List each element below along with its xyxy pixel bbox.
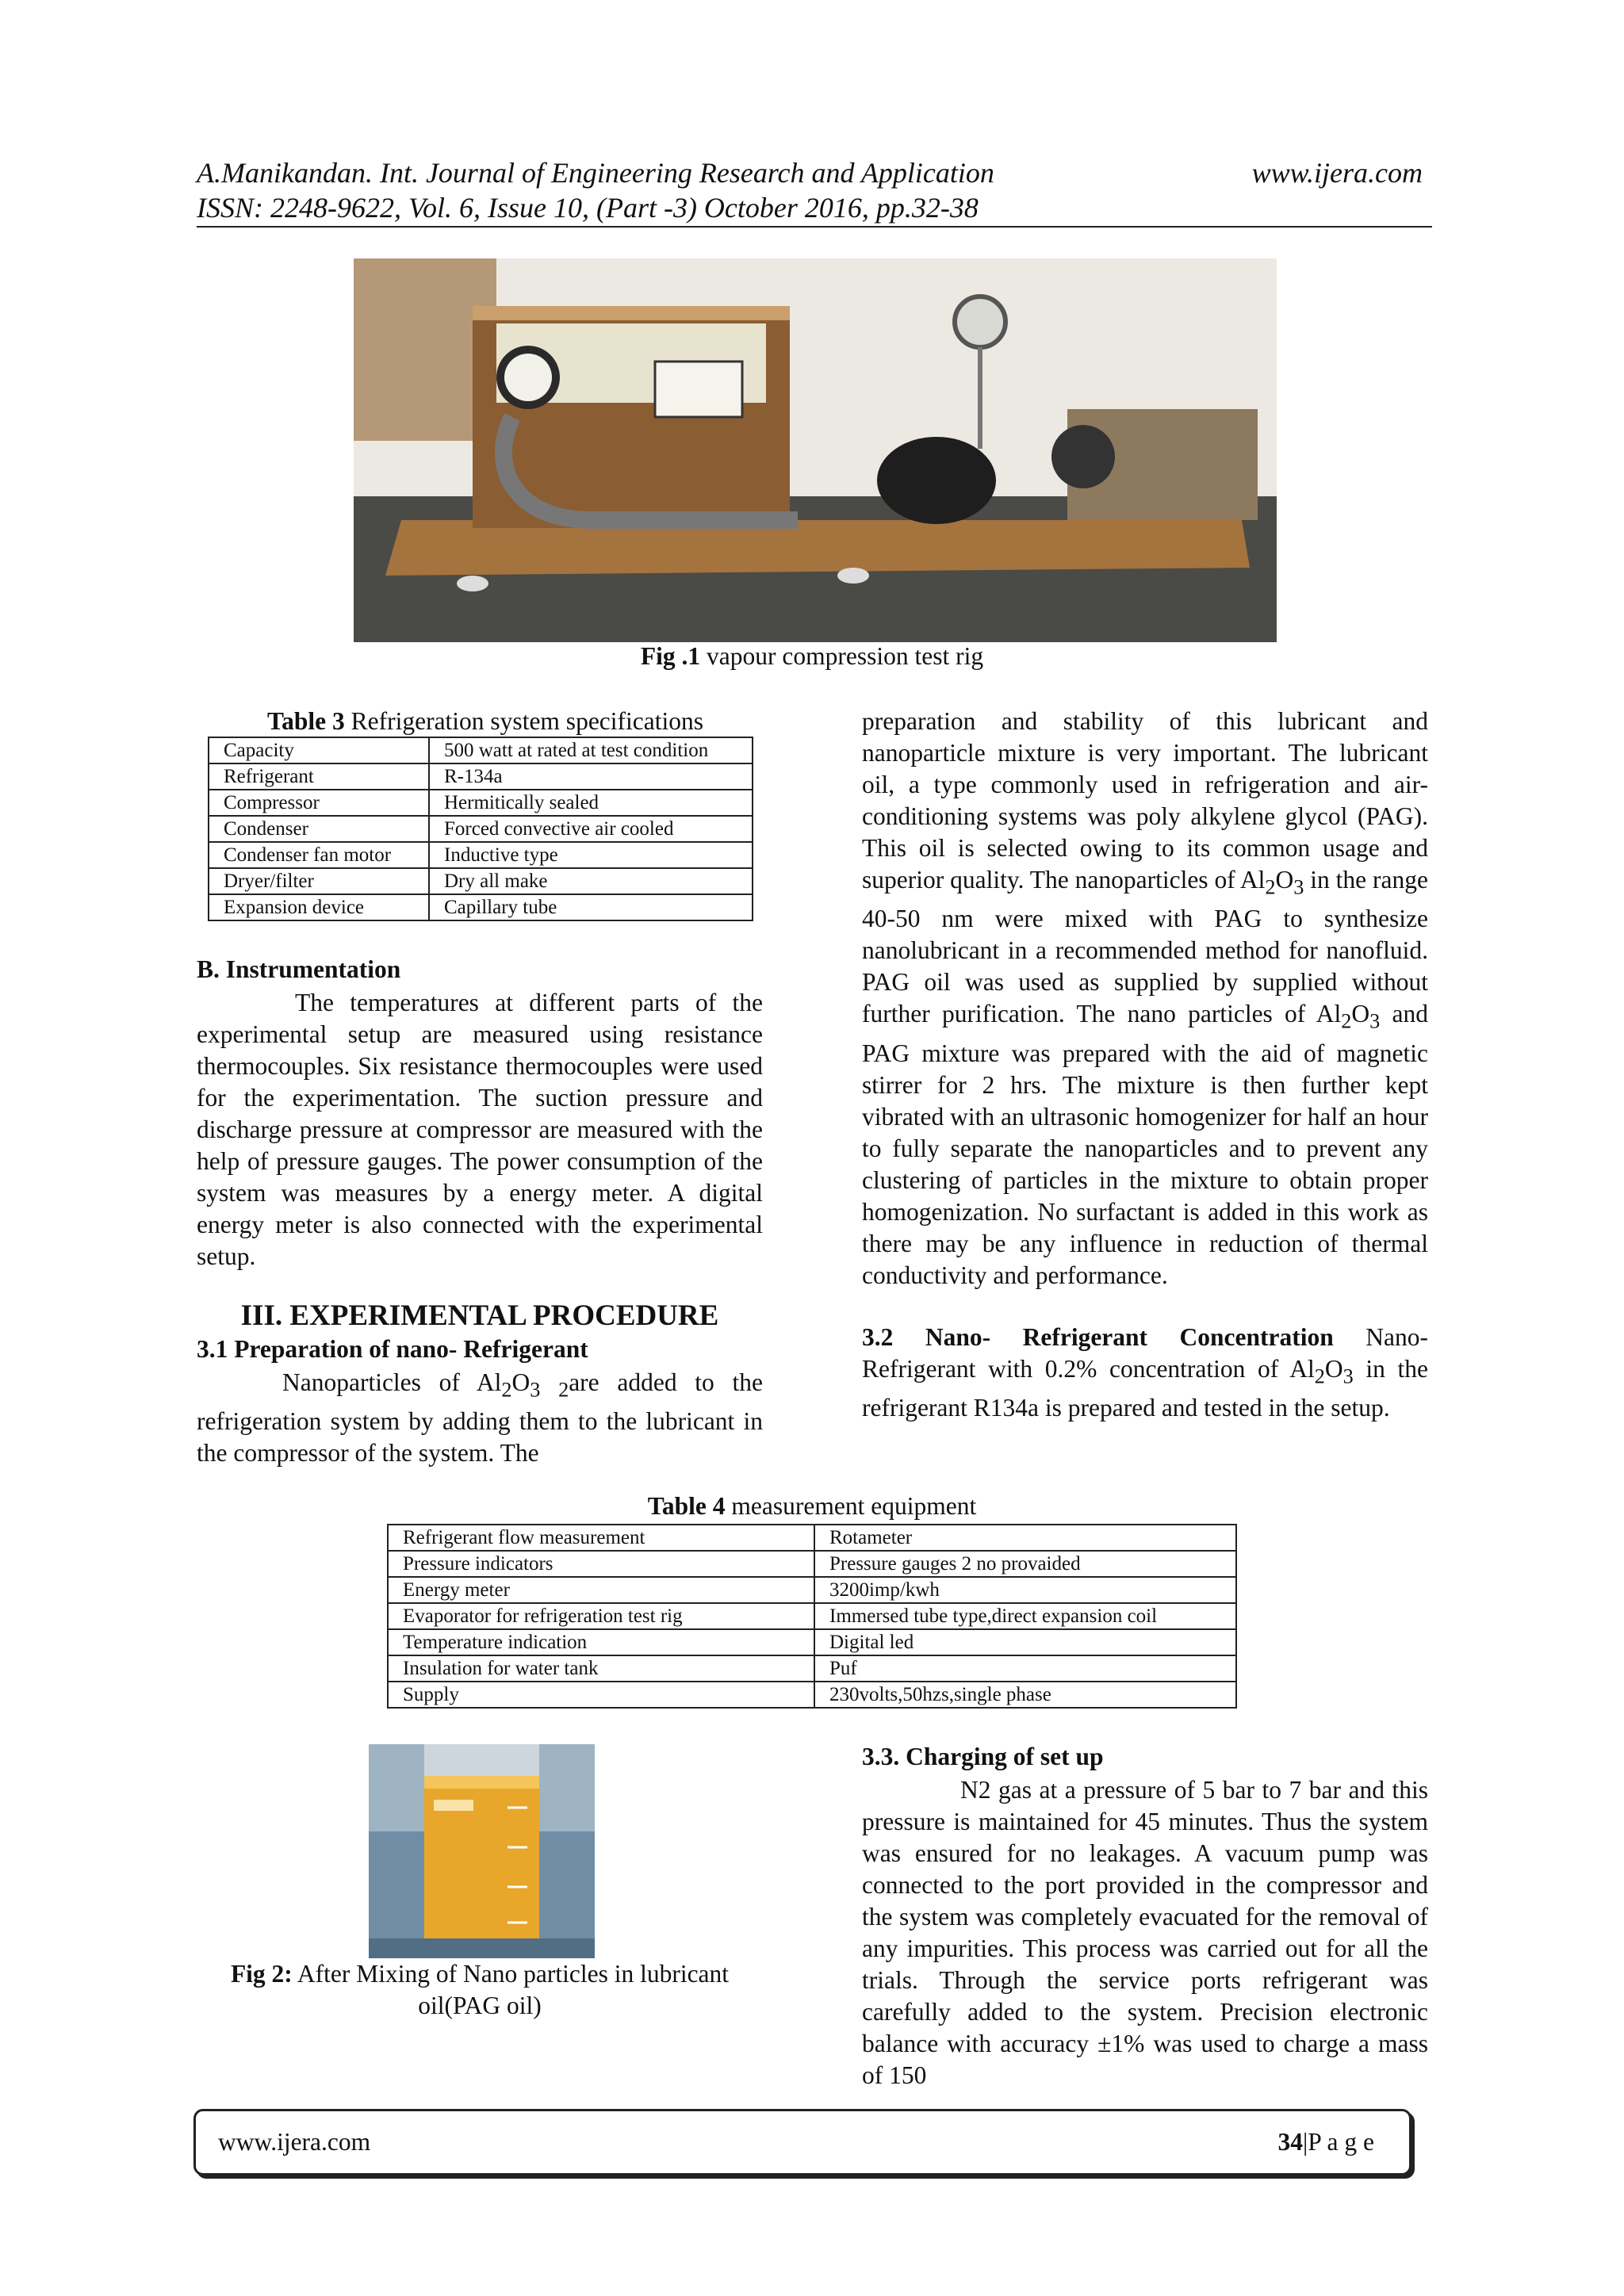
table-cell: Temperature indication (388, 1629, 814, 1655)
right-para-3-2 (862, 1322, 1428, 1424)
text-run: in the refrigerant R134a is prepared and tested in the setup. (862, 1354, 1428, 1422)
footer-site: www.ijera.com (218, 2128, 371, 2156)
header-issn: ISSN: 2248-9622, Vol. 6, Issue 10, (Part -3) October 2016, pp.32-38 (197, 192, 979, 224)
fig2-text: After Mixing of Nano particles in lubricant oil(PAG oil) (292, 1960, 730, 2019)
text-run: Nanoparticles of Al (282, 1368, 502, 1396)
header-journal: A.Manikandan. Int. Journal of Engineering Research and Application (197, 157, 994, 189)
table-row (209, 790, 753, 816)
fig1-text: vapour compression test rig (700, 642, 984, 670)
subscript: 3 (1293, 875, 1304, 899)
section-b-body (197, 987, 763, 1272)
text-run: in the range 40-50 nm were mixed with PAG to synthesize nanolubricant in a recommended method for nanofluid. PAG oil was used as supplied by supplied without further purification. The nano particles of Al (862, 866, 1429, 1028)
text-run: O (1324, 1354, 1343, 1383)
table-row (388, 1629, 1236, 1655)
subscript: 2 (1265, 875, 1276, 899)
table-row (209, 842, 753, 868)
subscript: 2 (1341, 1009, 1352, 1033)
page-footer (193, 2109, 1411, 2175)
table-cell: Insulation for water tank (388, 1655, 814, 1682)
subscript: 2 (558, 1378, 569, 1402)
table-row (209, 737, 753, 763)
table-row (209, 868, 753, 894)
fig1-photo (354, 258, 1277, 642)
table-cell: Condenser fan motor (209, 842, 429, 868)
footer-page-word: |P a g e (1303, 2128, 1374, 2156)
section-3-3-body (862, 1774, 1428, 2091)
subscript: 2 (501, 1378, 512, 1402)
section-b-heading: B. Instrumentation (197, 955, 401, 983)
footer-page (1278, 2128, 1375, 2156)
section-3-1-heading: 3.1 Preparation of nano- Refrigerant (197, 1335, 588, 1363)
section-3-3-heading: 3.3. Charging of set up (862, 1743, 1104, 1770)
table-row (388, 1551, 1236, 1577)
table-row (388, 1577, 1236, 1603)
table-row (388, 1525, 1236, 1551)
section-3-2-heading: 3.2 Nano- Refrigerant Concentration (862, 1322, 1334, 1351)
fig2-caption (197, 1958, 763, 2022)
table-row (209, 894, 753, 920)
table-row (209, 763, 753, 790)
running-header (197, 155, 1434, 225)
table-cell: Energy meter (388, 1577, 814, 1603)
table3-caption (208, 706, 763, 737)
table-cell: Dry all make (429, 868, 753, 894)
table-cell: Refrigerant (209, 763, 429, 790)
table-cell: Digital led (814, 1629, 1236, 1655)
footer-page-number: 34 (1277, 2128, 1303, 2156)
table-row (209, 816, 753, 842)
header-site: www.ijera.com (1251, 157, 1423, 189)
table-cell: Supply (388, 1682, 814, 1708)
subscript: 3 (1369, 1009, 1381, 1033)
text-run: O (1351, 1000, 1370, 1028)
table-cell: Forced convective air cooled (429, 816, 753, 842)
table-cell: Rotameter (814, 1525, 1236, 1551)
table3-title: Refrigeration system specifications (344, 707, 703, 735)
right-para-1 (862, 706, 1428, 1292)
table3-label: Table 3 (267, 707, 345, 735)
table-cell: Pressure indicators (388, 1551, 814, 1577)
table-cell: Hermitically sealed (429, 790, 753, 816)
table4-caption (387, 1490, 1237, 1522)
section-3-3-para: N2 gas at a pressure of 5 bar to 7 bar and this pressure is maintained for 45 minutes. Thus the system was ensured for no leakages. A vacuum pump was connected to the port provided in the compressor and the system was completely evacuated for the removal of any impurities. This process was carried out for all the trials. Through the service ports refrigerant was carefully added to the system. Precision electronic balance with accuracy ±1% was used to charge a mass of 150 (862, 1776, 1428, 2089)
subscript: 2 (1314, 1364, 1325, 1387)
subscript: 3 (1342, 1364, 1354, 1387)
header-rule (197, 226, 1432, 228)
subscript: 3 (530, 1378, 541, 1402)
table4-title: measurement equipment (725, 1492, 977, 1520)
table-cell: Refrigerant flow measurement (388, 1525, 814, 1551)
text-run: are added to the refrigeration system by adding them to the lubricant in the compressor of the system. The (197, 1368, 763, 1468)
table-cell: Expansion device (209, 894, 429, 920)
table-cell: Immersed tube type,direct expansion coil (814, 1603, 1236, 1629)
right-column-body (862, 706, 1428, 1424)
table-row (388, 1682, 1236, 1708)
table-cell: Puf (814, 1655, 1236, 1682)
table-cell: 230volts,50hzs,single phase (814, 1682, 1236, 1708)
table-cell: Pressure gauges 2 no provaided (814, 1551, 1236, 1577)
table4 (387, 1524, 1237, 1709)
table-cell: Compressor (209, 790, 429, 816)
table3 (208, 737, 753, 921)
table-cell: Condenser (209, 816, 429, 842)
table-row (388, 1655, 1236, 1682)
table-cell: 500 watt at rated at test condition (429, 737, 753, 763)
text-run: O (511, 1368, 530, 1396)
section-3-1-para (197, 1367, 763, 1469)
table-row (388, 1603, 1236, 1629)
table-cell: Evaporator for refrigeration test rig (388, 1603, 814, 1629)
fig2-label: Fig 2: (230, 1960, 293, 1988)
fig2-photo (369, 1744, 595, 1958)
table-cell: Capillary tube (429, 894, 753, 920)
table-cell: R-134a (429, 763, 753, 790)
fig1-caption (0, 641, 1624, 672)
table-cell: Inductive type (429, 842, 753, 868)
text-run: O (1275, 866, 1294, 894)
table4-label: Table 4 (647, 1492, 726, 1520)
section-3-1-body (197, 1367, 763, 1469)
table-cell: Dryer/filter (209, 868, 429, 894)
fig1-label: Fig .1 (640, 642, 701, 670)
section-3-heading: III. EXPERIMENTAL PROCEDURE (240, 1299, 719, 1332)
section-b-para: The temperatures at different parts of the experimental setup are measured using resistance thermocouples. Six resistance thermocouples were used for the experimentation. The suction pressure and discharge pressure at compressor are measured with the help of pressure gauges. The power consumption of the system was measures by a energy meter. A digital energy meter is also connected with the experimental setup. (197, 989, 763, 1270)
text-run: Nano-Refrigerant with 0.2% concentration of Al (862, 1322, 1428, 1383)
table-cell: Capacity (209, 737, 429, 763)
text-run: and PAG mixture was prepared with the aid of magnetic stirrer for 2 hrs. The mixture is then further kept vibrated with an ultrasonic homogenizer for half an hour to fully separate the nanoparticles and to prevent any clustering of particles in the mixture to obtain proper homogenization. No surfactant is added in this work as there may be any influence in reduction of thermal conductivity and performance. (862, 1000, 1428, 1289)
table-cell: 3200imp/kwh (814, 1577, 1236, 1603)
text-run: preparation and stability of this lubricant and nanoparticle mixture is very important. The lubricant oil, a type commonly used in refrigeration and air-conditioning systems was poly alkylene glycol (PAG). This oil is selected owing to its common usage and superior quality. The nanoparticles of Al (862, 707, 1428, 894)
